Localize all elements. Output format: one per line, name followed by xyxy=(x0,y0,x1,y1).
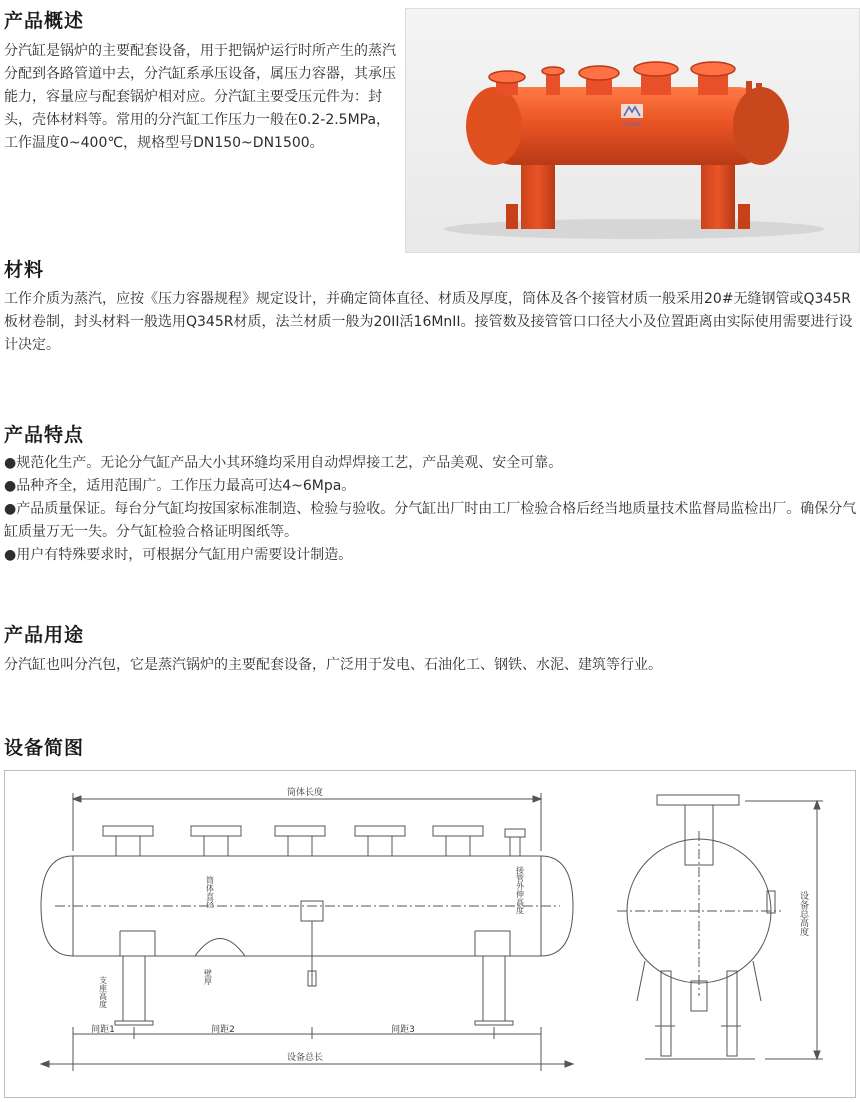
wall-thickness-label: 壁厚 xyxy=(203,969,213,985)
total-length-label: 设备总长 xyxy=(286,1053,324,1063)
total-height-dimension xyxy=(745,801,823,1059)
diagram-nozzles xyxy=(103,826,525,856)
feature-item: ●用户有特殊要求时，可根据分气缸用户需要设计制造。 xyxy=(4,547,353,563)
floor-shadow xyxy=(444,219,824,239)
usage-paragraph: 分汽缸也叫分汽包，它是蒸汽锅炉的主要配套设备，广泛用于发电、石油化工、钢铁、水泥、建筑等行业。 xyxy=(4,657,662,673)
feature-item: ●产品质量保证。每台分气缸均按国家标准制造、检验与验收。分气缸出厂时由工厂检验合格后经当地质量技术监督局监检出厂。确保分气缸质量万无一失。分气缸检验合格证明图纸等。 xyxy=(4,501,857,540)
nameplate-logo xyxy=(621,104,643,128)
left-head xyxy=(466,87,522,165)
spacing3-label: 间距3 xyxy=(391,1025,415,1035)
spacing1-label: 间距1 xyxy=(91,1025,115,1035)
spacing2-label: 间距2 xyxy=(211,1025,235,1035)
body-length-label: 筒体长度 xyxy=(286,788,324,798)
right-head xyxy=(733,87,789,165)
feature-item: ●品种齐全，适用范围广。工作压力最高可达4~6Mpa。 xyxy=(4,478,356,494)
usage-heading: 产品用途 xyxy=(4,624,85,646)
steam-header-illustration xyxy=(406,9,860,254)
total-height-label: 设备总高度 xyxy=(798,891,808,936)
take-off-height-label: 接管外伸高度 xyxy=(515,866,525,914)
svg-text:山东锅炉: 山东锅炉 xyxy=(621,122,643,128)
diagram-vessel-body xyxy=(41,856,573,986)
diagram-supports xyxy=(115,931,513,1025)
features-list xyxy=(4,452,860,567)
equipment-diagram xyxy=(4,770,856,1098)
overview-heading: 产品概述 xyxy=(4,10,85,32)
end-view xyxy=(617,795,781,1059)
total-length-dimension xyxy=(41,1051,573,1067)
diagram-heading: 设备简图 xyxy=(4,737,85,759)
feature-item: ●规范化生产。无论分气缸产品大小其环缝均采用自动焊焊接工艺，产品美观、安全可靠。 xyxy=(4,455,563,471)
product-photo xyxy=(405,8,860,253)
overview-paragraph: 分汽缸是锅炉的主要配套设备，用于把锅炉运行时所产生的蒸汽分配到各路管道中去，分汽缸系承压设备，属压力容器，其承压能力，容量应与配套锅炉相对应。分汽缸主要受压元件为：封头，壳体材料等。常用的分汽缸工作压力一般在0.2-2.5MPa，工作温度0~400℃，规格型号DN150~DN1500。 xyxy=(4,43,396,151)
features-heading: 产品特点 xyxy=(4,424,85,446)
support-height-label: 支座高度 xyxy=(98,976,108,1008)
material-heading: 材料 xyxy=(4,259,45,281)
body-diameter-label: 筒体直径 xyxy=(205,876,215,908)
body-length-dimension xyxy=(73,786,541,851)
material-paragraph: 工作介质为蒸汽，应按《压力容器规程》规定设计，并确定筒体直径、材质及厚度，筒体及各个接管材质一般采用20#无缝钢管或Q345R板材卷制，封头材料一般选用Q345R材质，法兰材质一般为20II活16MnII。接管数及接管管口口径大小及位置距离由实际使用需要进行设计决定。 xyxy=(4,291,853,353)
engineering-drawing xyxy=(5,771,855,1097)
